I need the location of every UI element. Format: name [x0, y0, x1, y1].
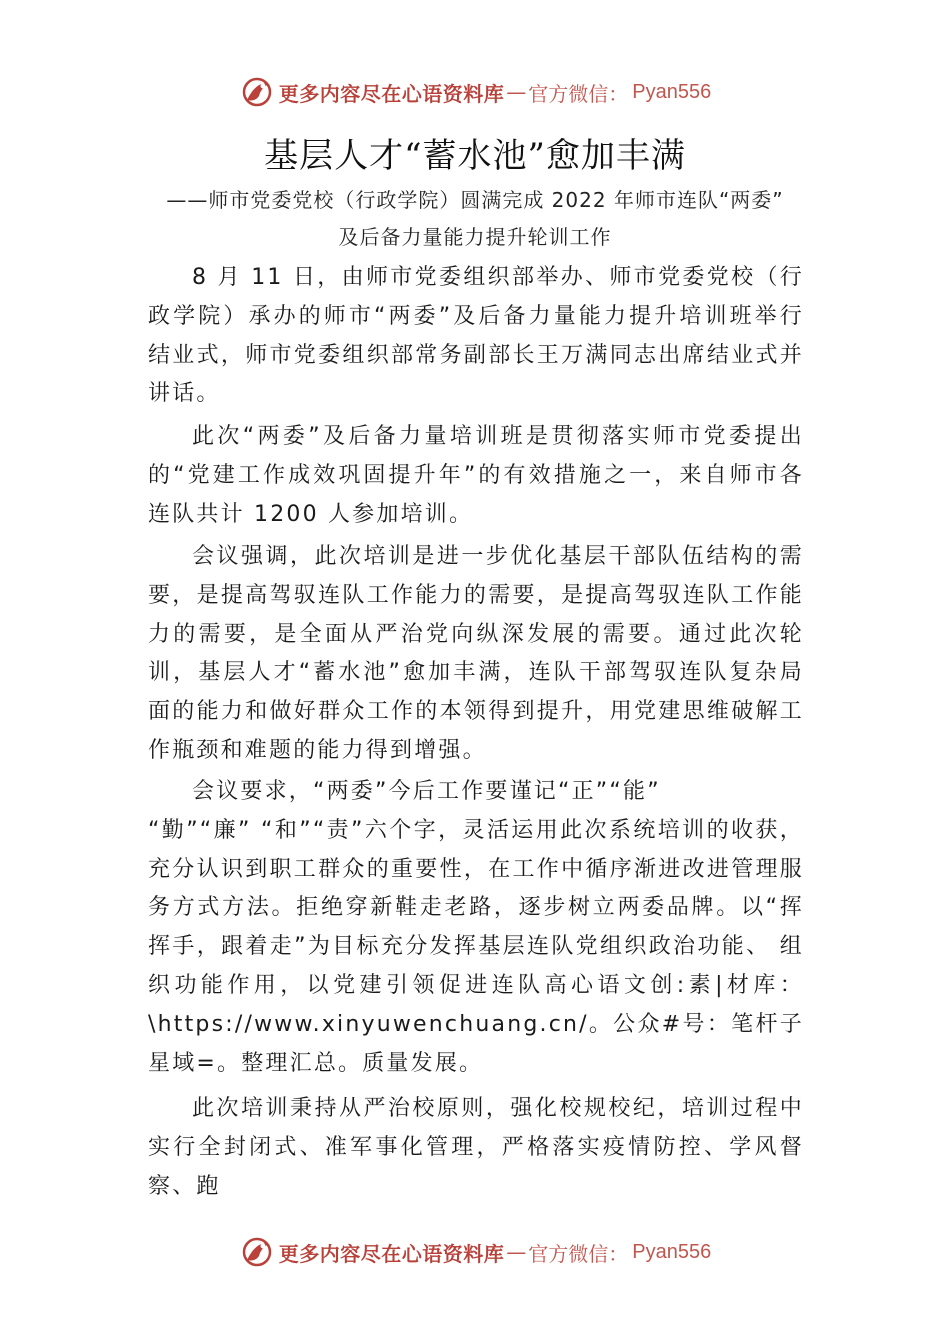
paragraph-text: 会议强调，此次培训是进一步优化基层干部队伍结构的需要，是提高驾驭连队工作能力的需要，是提高驾驭连队工作能力的需要，是全面从严治党向纵深发展的需要。通过此次轮训，基层人才“蓄水池”愈加丰满，连队干部驾驭连队复杂局面的能力和做好群众工作的本领得到提升，用党建思维破解工作瓶颈和难题的能力得到增强。 [148, 544, 804, 763]
document-title: 基层人才“蓄水池”愈加丰满 [264, 136, 686, 176]
footer-watermark-banner [0, 1232, 950, 1272]
banner-wechat-label: 官方微信： [528, 1241, 629, 1266]
paragraph-4 [148, 773, 804, 1083]
banner-wechat-id: Pyan556 [632, 1240, 712, 1263]
paragraph-text: 会议要求，“两委”今后工作要谨记“正”“能” [192, 779, 661, 804]
banner-library-text: 更多内容尽在心语资料库 [278, 1241, 505, 1266]
paragraph-3 [148, 538, 804, 771]
paragraph-text: 此次“两委”及后备力量培训班是贯彻落实师市党委提出的“党建工作成效巩固提升年”的有效措施之一，来自师市各连队共计 1200 人参加培训。 [148, 424, 804, 527]
paragraph-1 [148, 259, 804, 414]
document-subtitle-line-2: 及后备力量能力提升轮训工作 [338, 225, 612, 249]
paragraph-text: 8 月 11 日，由师市党委组织部举办、师市党委党校（行政学院）承办的师市“两委”及后备力量能力提升培训班举行结业式，师市党委组织部常务副部长王万满同志出席结业式并讲话。 [148, 265, 804, 407]
paragraph-text: 此次培训秉持从严治校原则，强化校规校纪，培训过程中实行全封闭式、准军事化管理，严格落实疫情防控、学风督察、跑 [148, 1096, 804, 1199]
banner-library-text: 更多内容尽在心语资料库 [278, 81, 505, 106]
paragraph-text-continued: “勤”“廉” “和”“责”六个字，灵活运用此次系统培训的收获，充分认识到职工群众的重要性，在工作中循序渐进改进管理服务方式方法。拒绝穿新鞋走老路，逐步树立两委品牌。以“挥挥手，跟着走”为目标充分发挥基层连队党组织政治功能、 组织功能作用，以党建引领促进连队高心语文创:素|材库：\https://www.xinyuwenchuang.cn/。公众#号：笔杆子星域=。整理汇总。质量发展。 [148, 817, 804, 1076]
library-logo-icon [239, 1234, 275, 1270]
paragraph-5 [148, 1090, 804, 1206]
document-subtitle-line-1: ——师市党委党校（行政学院）圆满完成 2022 年师市连队“两委” [166, 188, 784, 212]
library-logo-icon [239, 74, 275, 110]
banner-wechat-id: Pyan556 [632, 80, 712, 103]
banner-wechat-label: 官方微信： [528, 81, 629, 106]
paragraph-2 [148, 418, 804, 534]
header-watermark-banner [0, 72, 950, 112]
banner-separator: — [506, 80, 527, 104]
banner-separator: — [506, 1240, 527, 1264]
